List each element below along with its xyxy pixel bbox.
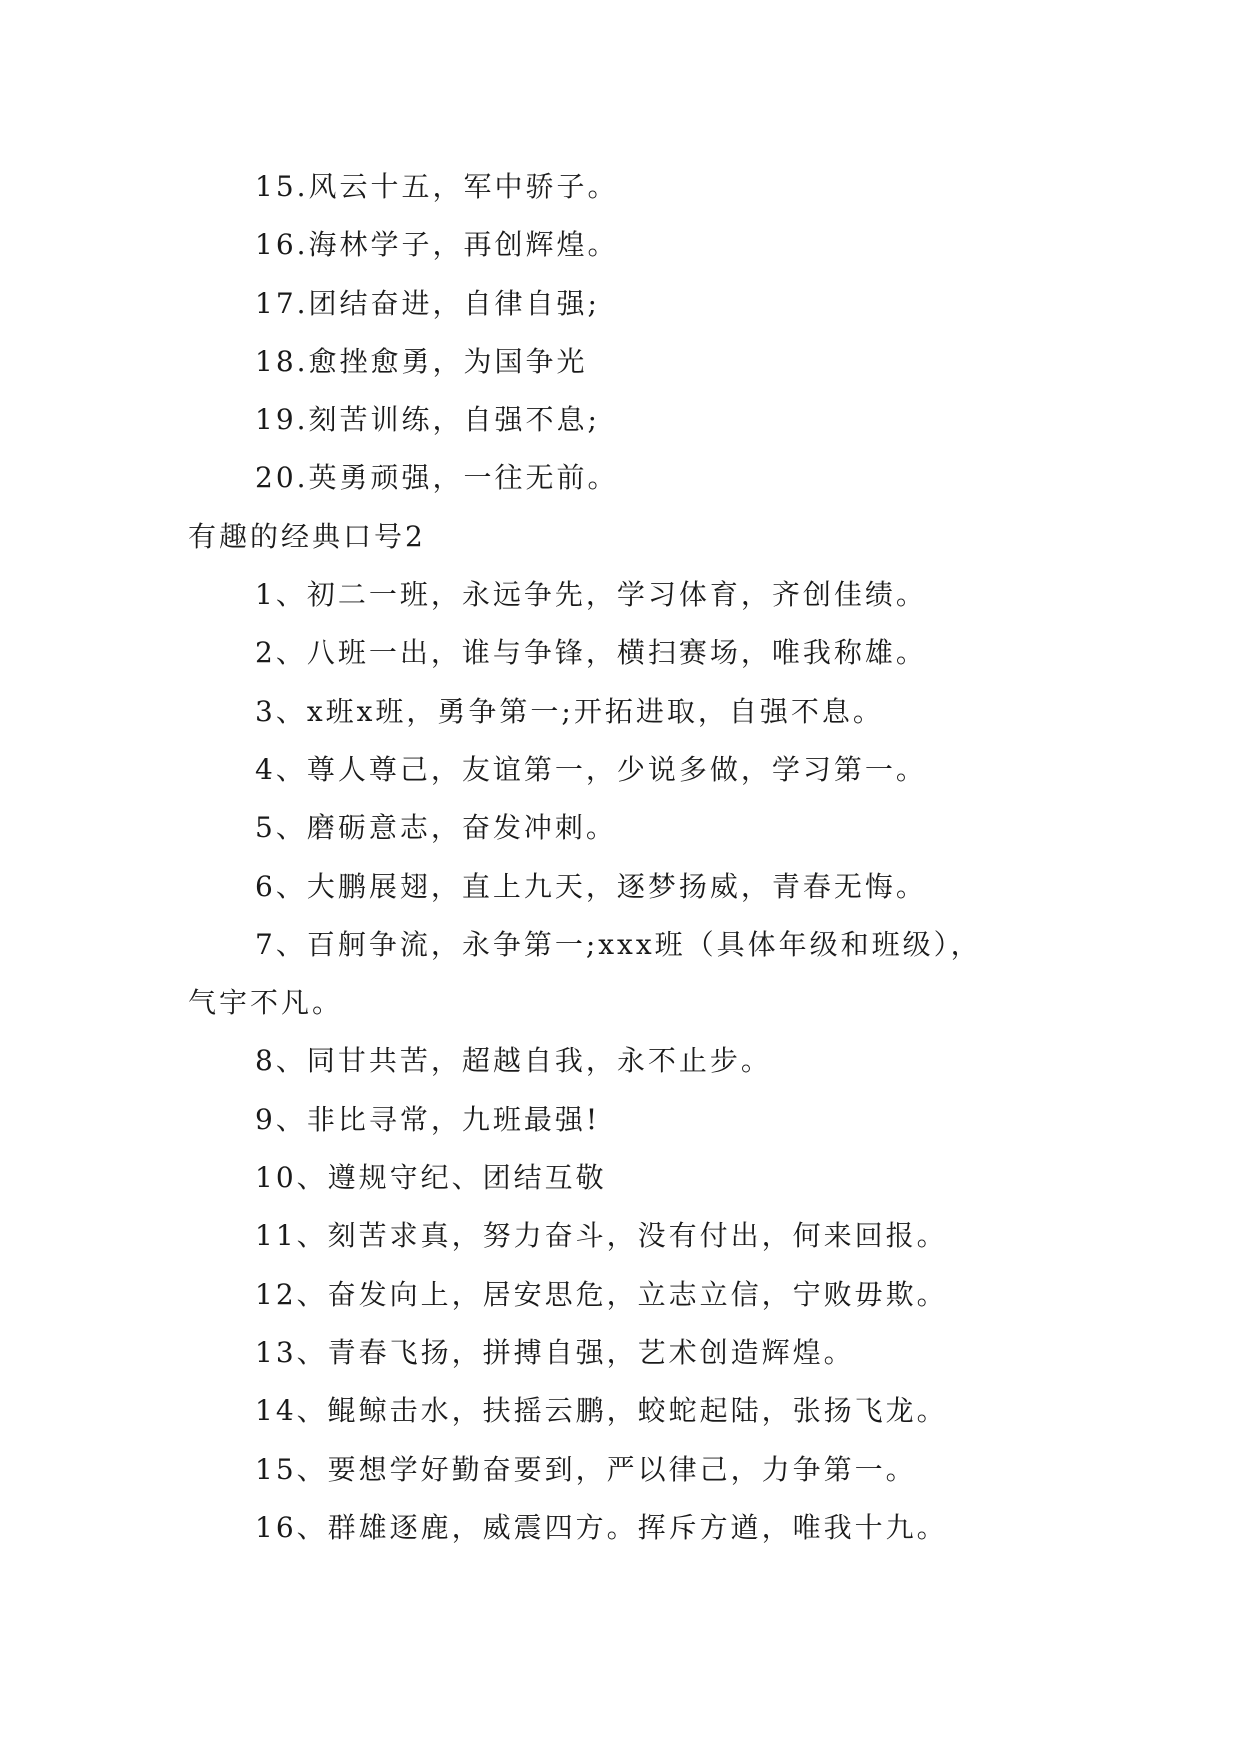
list-item: 4、尊人尊己，友谊第一，少说多做，学习第一。 bbox=[255, 752, 927, 786]
list-item: 14、鲲鲸击水，扶摇云鹏，蛟蛇起陆，张扬飞龙。 bbox=[255, 1394, 948, 1428]
list-item: 11、刻苦求真，努力奋斗，没有付出，何来回报。 bbox=[255, 1219, 948, 1253]
list-item: 6、大鹏展翅，直上九天，逐梦扬威，青春无悔。 bbox=[255, 869, 927, 903]
list-item: 13、青春飞扬，拼搏自强，艺术创造辉煌。 bbox=[255, 1335, 855, 1369]
list-item: 18.愈挫愈勇，为国争光 bbox=[255, 344, 588, 378]
list-item: 2、八班一出，谁与争锋，横扫赛场，唯我称雄。 bbox=[255, 636, 927, 670]
list-item: 17.团结奋进，自律自强; bbox=[255, 286, 600, 320]
list-item: 12、奋发向上，居安思危，立志立信，宁败毋欺。 bbox=[255, 1277, 948, 1311]
list-item: 15、要想学好勤奋要到，严以律己，力争第一。 bbox=[255, 1452, 917, 1486]
list-item: 19.刻苦训练，自强不息; bbox=[255, 403, 600, 437]
list-item: 5、磨砺意志，奋发冲刺。 bbox=[255, 811, 617, 845]
list-item: 8、同甘共苦，超越自我，永不止步。 bbox=[255, 1044, 772, 1078]
list-item: 3、x班x班，勇争第一;开拓进取，自强不息。 bbox=[255, 694, 884, 728]
list-item: 9、非比寻常，九班最强! bbox=[255, 1102, 601, 1136]
list-item: 20.英勇顽强，一往无前。 bbox=[255, 461, 619, 495]
section-title: 有趣的经典口号2 bbox=[188, 519, 426, 553]
list-item: 16.海林学子，再创辉煌。 bbox=[255, 228, 619, 262]
list-item: 1、初二一班，永远争先，学习体育，齐创佳绩。 bbox=[255, 578, 927, 612]
list-item: 15.风云十五，军中骄子。 bbox=[255, 170, 619, 203]
list-item: 10、遵规守纪、团结互敬 bbox=[255, 1161, 607, 1195]
list-item-continuation: 气宇不凡。 bbox=[188, 986, 344, 1020]
document-body bbox=[188, 158, 1068, 1557]
list-item: 7、百舸争流，永争第一;xxx班（具体年级和班级）， bbox=[255, 927, 982, 961]
list-item: 16、群雄逐鹿，威震四方。挥斥方遒，唯我十九。 bbox=[255, 1510, 948, 1544]
